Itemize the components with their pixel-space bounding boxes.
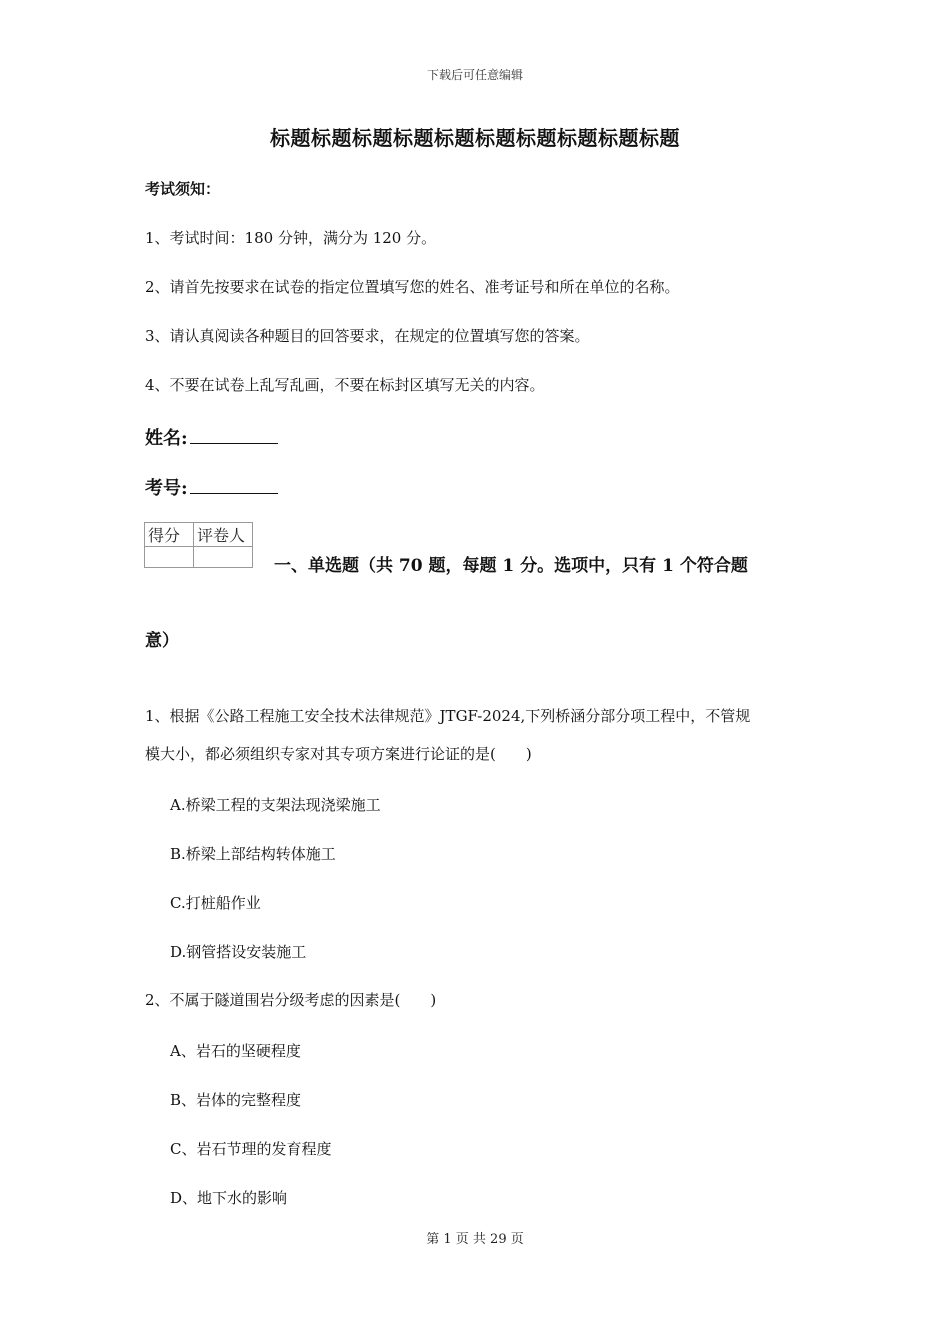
question-2-option-c[interactable]: C、岩石节理的发育程度 bbox=[170, 1140, 332, 1158]
question-1-option-c[interactable]: C.打桩船作业 bbox=[170, 894, 261, 912]
id-blank[interactable] bbox=[190, 477, 278, 494]
score-header: 得分 bbox=[145, 523, 194, 547]
score-table bbox=[144, 522, 253, 568]
question-1-option-d[interactable]: D.钢管搭设安装施工 bbox=[170, 943, 307, 961]
notice-heading: 考试须知： bbox=[145, 180, 221, 198]
question-1-option-b[interactable]: B.桥梁上部结构转体施工 bbox=[170, 845, 336, 863]
question-1-option-a[interactable]: A.桥梁工程的支架法现浇梁施工 bbox=[170, 796, 381, 814]
section-title: 一、单选题（共 70 题，每题 1 分。选项中，只有 1 个符合题 bbox=[274, 556, 748, 576]
id-label: 考号: bbox=[145, 478, 188, 499]
document-title: 标题标题标题标题标题标题标题标题标题标题 bbox=[270, 126, 680, 150]
question-1-line-1: 1、根据《公路工程施工安全技术法律规范》JTGF-2024,下列桥涵分部分项工程中，不管规 bbox=[145, 707, 751, 725]
question-2-line-1: 2、不属于隧道围岩分级考虑的因素是( ) bbox=[145, 991, 437, 1009]
grader-cell[interactable] bbox=[194, 547, 253, 568]
notice-rule-2: 2、请首先按要求在试卷的指定位置填写您的姓名、准考证号和所在单位的名称。 bbox=[145, 278, 680, 296]
page-footer: 第 1 页 共 29 页 bbox=[426, 1232, 524, 1247]
question-1-line-2: 模大小，都必须组织专家对其专项方案进行论证的是( ) bbox=[145, 745, 532, 763]
section-title-continued: 意） bbox=[145, 631, 179, 651]
question-2-option-d[interactable]: D、地下水的影响 bbox=[170, 1189, 288, 1207]
id-field[interactable] bbox=[145, 474, 278, 500]
notice-rule-1: 1、考试时间：180 分钟，满分为 120 分。 bbox=[145, 229, 437, 247]
name-field[interactable] bbox=[145, 424, 278, 450]
score-cell[interactable] bbox=[145, 547, 194, 568]
question-2-option-a[interactable]: A、岩石的坚硬程度 bbox=[170, 1042, 301, 1060]
question-2-option-b[interactable]: B、岩体的完整程度 bbox=[170, 1091, 302, 1109]
name-blank[interactable] bbox=[190, 427, 278, 444]
grader-header: 评卷人 bbox=[194, 523, 253, 547]
header-note: 下载后可任意编辑 bbox=[426, 68, 523, 82]
notice-rule-3: 3、请认真阅读各种题目的回答要求，在规定的位置填写您的答案。 bbox=[145, 327, 590, 345]
notice-rule-4: 4、不要在试卷上乱写乱画，不要在标封区填写无关的内容。 bbox=[145, 376, 545, 394]
name-label: 姓名: bbox=[145, 428, 188, 449]
